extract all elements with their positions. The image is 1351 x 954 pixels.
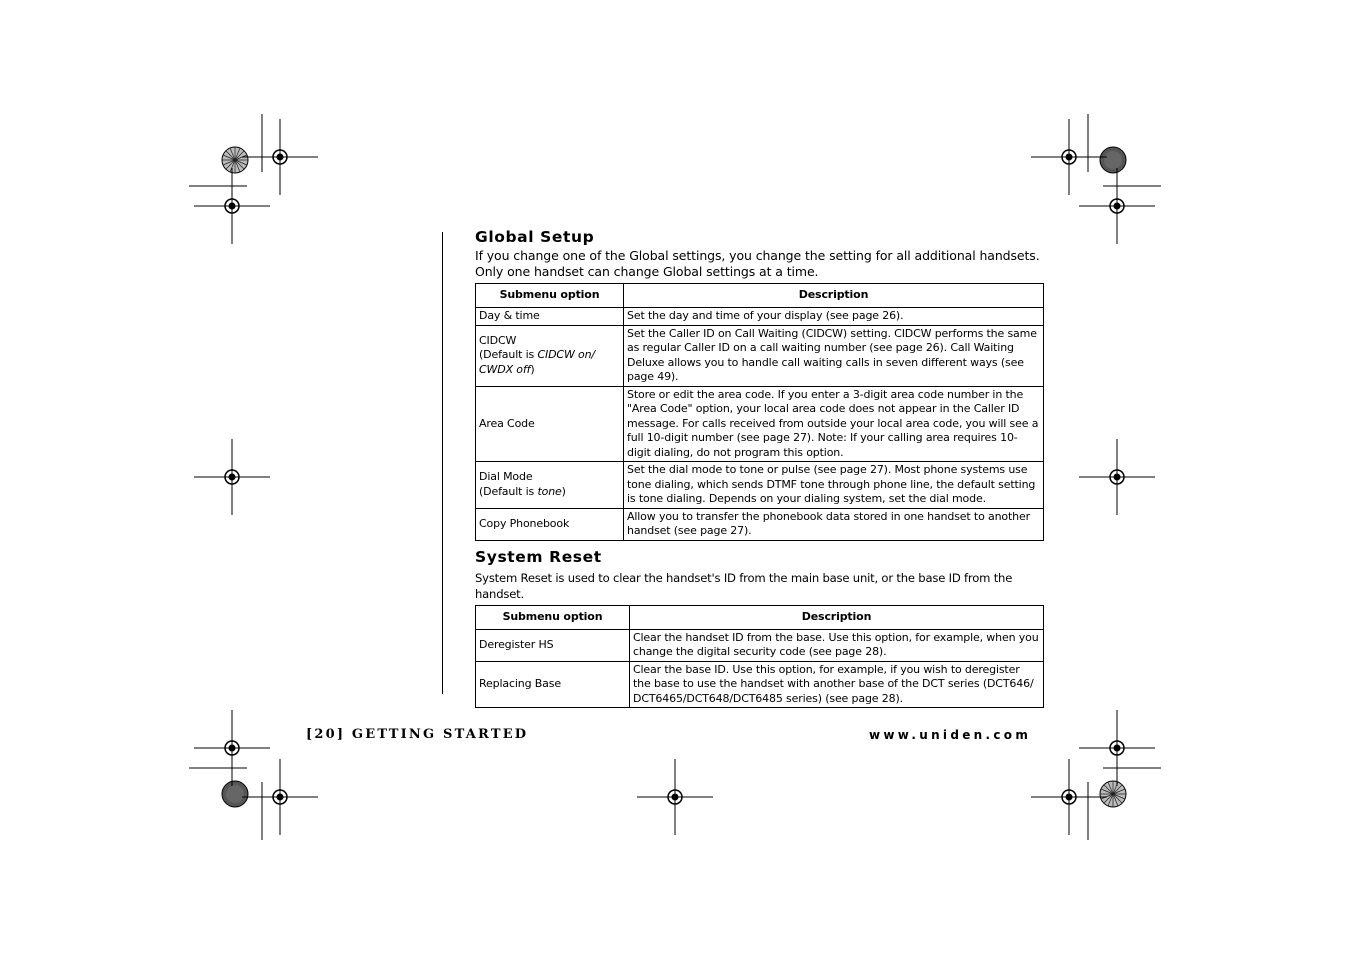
global-setup-heading: Global Setup (475, 228, 595, 246)
registration-mark-icon (242, 759, 318, 835)
system-reset-heading: System Reset (475, 547, 602, 566)
global-setup-intro (475, 248, 1045, 280)
table-row (476, 629, 1044, 661)
default-value: CWDX off (479, 362, 531, 376)
system-reset-intro: System Reset is used to clear the handset's ID from the main base unit, or the base ID from the handset. (475, 570, 1013, 601)
system-reset-table (475, 605, 1044, 709)
option-cell: Day & time (476, 308, 624, 326)
global-setup-intro-line2: Only one handset can change Global settings at a time. (475, 264, 819, 279)
registration-mark-icon (1079, 168, 1155, 244)
global-setup-intro-line1: If you change one of the Global settings, you change the setting for all additional handsets. (475, 248, 1040, 263)
table-row (476, 661, 1044, 708)
column-header-description: Description (624, 284, 1044, 308)
option-cell: Copy Phonebook (476, 508, 624, 540)
footer-website: www.uniden.com (869, 728, 1032, 742)
color-target-icon (222, 781, 248, 807)
registration-mark-icon (242, 119, 318, 195)
registration-mark-icon (1079, 710, 1155, 786)
option-cell: Replacing Base (476, 661, 630, 708)
registration-mark-icon (1031, 119, 1107, 195)
description-cell: Store or edit the area code. If you enter a 3-digit area code number in the "Area Code" option, your local area code does not appear in the Caller ID message. For calls received from outside your local area code, you will see a full 10-digit number (see page 27). Note: If your calling area requires 10-digit dialing, do not program this option. (624, 386, 1044, 462)
table-header-row (476, 605, 1044, 629)
option-name: CIDCW (479, 333, 517, 347)
column-header-option: Submenu option (476, 605, 630, 629)
table-row (476, 508, 1044, 540)
registration-mark-icon (637, 759, 713, 835)
registration-mark-icon (194, 710, 270, 786)
default-suffix: ) (530, 362, 535, 376)
default-value: CIDCW on/ (537, 348, 595, 362)
color-target-icon (1100, 147, 1126, 173)
page-content (475, 228, 1045, 708)
default-value: tone (537, 484, 562, 498)
color-target-icon (222, 147, 248, 173)
table-header-row (476, 284, 1044, 308)
table-row (476, 308, 1044, 326)
global-setup-table (475, 283, 1044, 541)
description-cell: Set the day and time of your display (see page 26). (624, 308, 1044, 326)
description-cell: Set the Caller ID on Call Waiting (CIDCW) setting. CIDCW performs the same as regular Caller ID on a call waiting number (see page 26). Call Waiting Deluxe allows you to handle call waiting calls in seven different ways (see page 49). (624, 325, 1044, 386)
registration-mark-icon (194, 168, 270, 244)
default-suffix: ) (561, 484, 566, 498)
option-cell (476, 462, 624, 509)
description-cell: Set the dial mode to tone or pulse (see page 27). Most phone systems use tone dialing, which sends DTMF tone through phone line, the default setting is tone dialing. Depends on your dialing system, set the dial mode. (624, 462, 1044, 509)
description-cell: Clear the base ID. Use this option, for example, if you wish to deregister the base to use the handset with another base of the DCT series (DCT646/ DCT6465/DCT648/DCT6485 series) (see page 28). (630, 661, 1044, 708)
registration-mark-icon (1079, 439, 1155, 515)
option-cell: Area Code (476, 386, 624, 462)
footer-page-label: [20] GETTING STARTED (306, 727, 529, 742)
table-row (476, 325, 1044, 386)
color-target-icon (1100, 781, 1126, 807)
description-cell: Allow you to transfer the phonebook data stored in one handset to another handset (see page 27). (624, 508, 1044, 540)
margin-rule (442, 232, 443, 694)
registration-mark-icon (1031, 759, 1107, 835)
option-cell (476, 325, 624, 386)
option-cell: Deregister HS (476, 629, 630, 661)
column-header-description: Description (630, 605, 1044, 629)
default-prefix: (Default is (479, 348, 538, 362)
registration-mark-icon (194, 439, 270, 515)
table-row (476, 386, 1044, 462)
description-cell: Clear the handset ID from the base. Use this option, for example, when you change the digital security code (see page 28). (630, 629, 1044, 661)
default-prefix: (Default is (479, 484, 538, 498)
option-name: Dial Mode (479, 470, 533, 484)
table-row (476, 462, 1044, 509)
column-header-option: Submenu option (476, 284, 624, 308)
